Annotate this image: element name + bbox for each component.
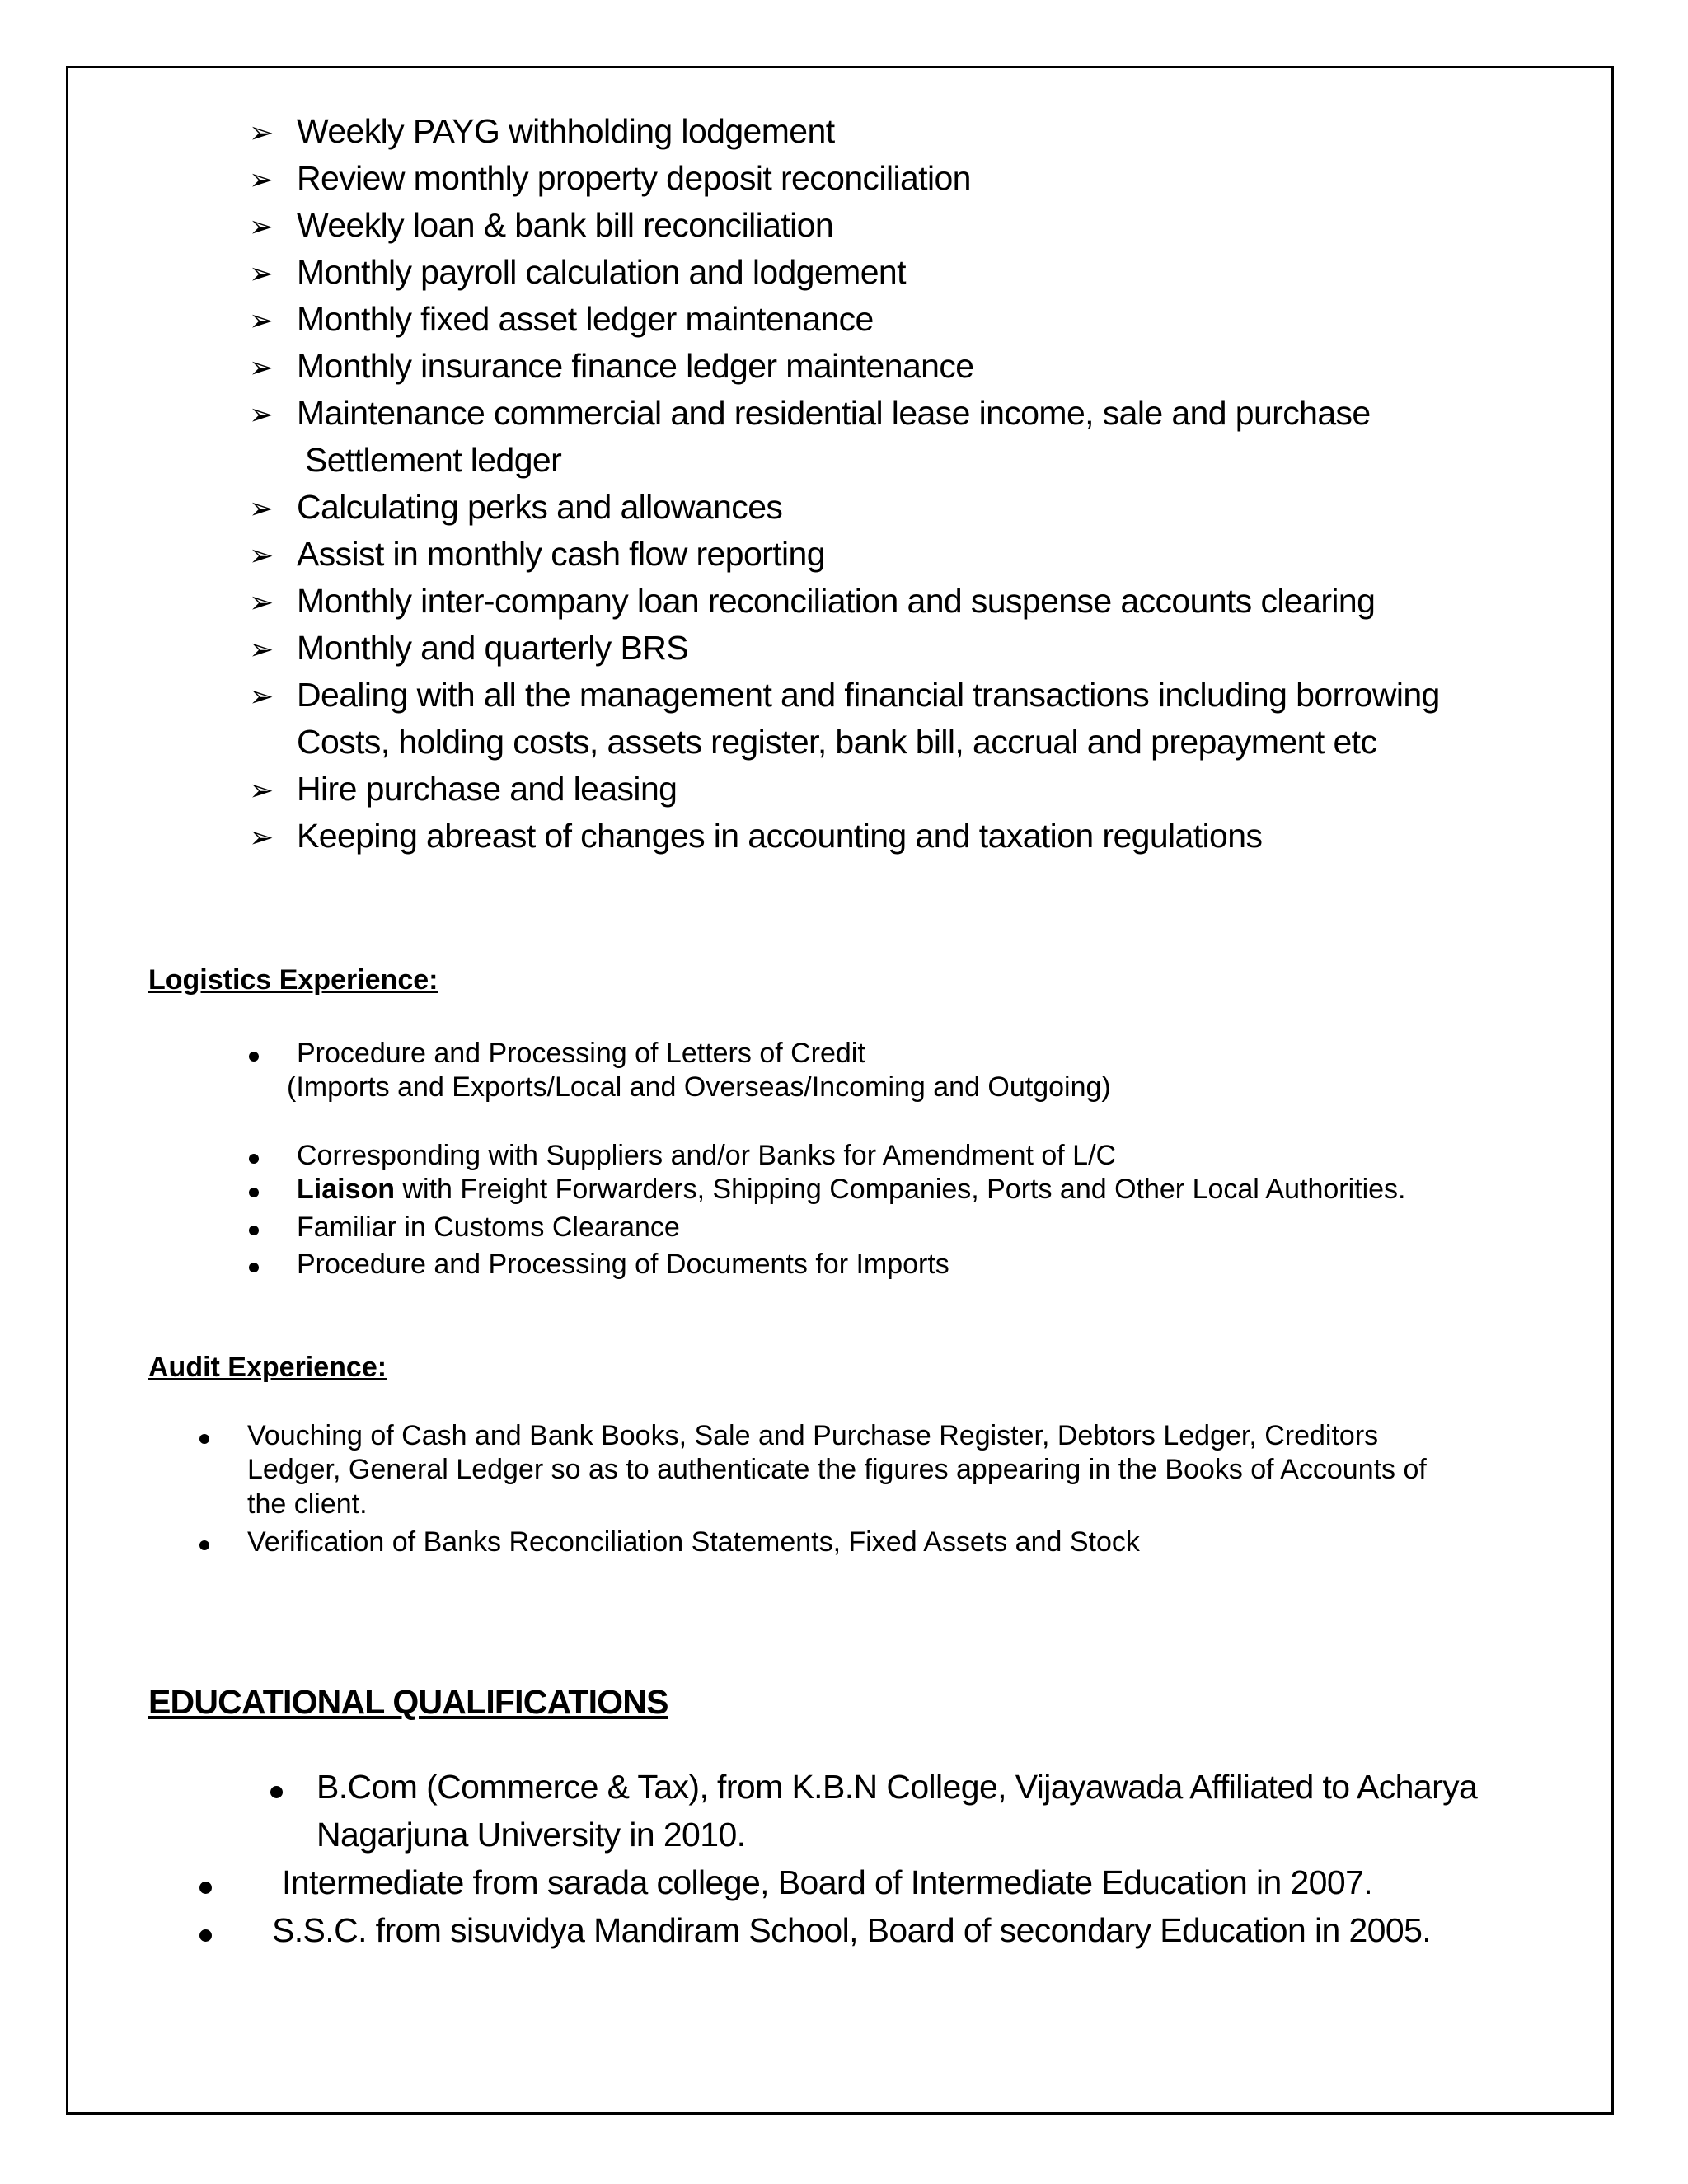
education-item-continuation: Nagarjuna University in 2010. [316, 1816, 746, 1854]
duty-item: Monthly and quarterly BRS [297, 629, 688, 667]
bullet-dot-icon [249, 1188, 259, 1197]
audit-heading: Audit Experience: [148, 1352, 387, 1383]
bullet-dot-icon [199, 1929, 212, 1942]
arrow-bullet-icon: ➢ [249, 210, 274, 244]
education-item: B.Com (Commerce & Tax), from K.B.N College, Vijayawada Affiliated to Acharya [316, 1768, 1478, 1806]
duty-item: Review monthly property deposit reconciliation [297, 159, 971, 197]
bullet-dot-icon [249, 1226, 259, 1235]
audit-item: Vouching of Cash and Bank Books, Sale and Purchase Register, Debtors Ledger, Creditors [247, 1420, 1379, 1451]
logistics-item [297, 1174, 1406, 1206]
duty-item: Monthly inter-company loan reconciliation and suspense accounts clearing [297, 582, 1376, 620]
duty-item-continuation: Settlement ledger [305, 441, 562, 479]
bullet-dot-icon [249, 1154, 259, 1164]
arrow-bullet-icon: ➢ [249, 257, 274, 291]
arrow-bullet-icon: ➢ [249, 351, 274, 385]
logistics-item: Familiar in Customs Clearance [297, 1212, 680, 1243]
arrow-bullet-icon: ➢ [249, 680, 274, 714]
education-item: S.S.C. from sisuvidya Mandiram School, Board of secondary Education in 2005. [272, 1911, 1432, 1949]
arrow-bullet-icon: ➢ [249, 163, 274, 197]
logistics-item: Procedure and Processing of Letters of Credit [297, 1038, 865, 1069]
arrow-bullet-icon: ➢ [249, 821, 274, 855]
arrow-bullet-icon: ➢ [249, 398, 274, 432]
duty-item: Monthly fixed asset ledger maintenance [297, 300, 874, 338]
duty-item: Hire purchase and leasing [297, 770, 678, 808]
duty-item: Monthly insurance finance ledger maintenance [297, 347, 974, 385]
duty-item: Weekly loan & bank bill reconciliation [297, 206, 834, 244]
duty-item-continuation: Costs, holding costs, assets register, bank bill, accrual and prepayment etc [297, 723, 1377, 761]
arrow-bullet-icon: ➢ [249, 539, 274, 573]
duty-item: Monthly payroll calculation and lodgement [297, 253, 906, 291]
bullet-dot-icon [199, 1540, 209, 1550]
duty-item: Assist in monthly cash flow reporting [297, 535, 825, 573]
bullet-dot-icon [270, 1786, 283, 1798]
duty-item: Keeping abreast of changes in accounting and taxation regulations [297, 817, 1263, 855]
education-heading: EDUCATIONAL QUALIFICATIONS [148, 1683, 668, 1721]
audit-item-continuation: Ledger, General Ledger so as to authenticate the figures appearing in the Books of Accounts of [247, 1454, 1427, 1485]
education-item: Intermediate from sarada college, Board of Intermediate Education in 2007. [282, 1863, 1373, 1901]
duty-item: Weekly PAYG withholding lodgement [297, 112, 835, 150]
arrow-bullet-icon: ➢ [249, 586, 274, 620]
bullet-dot-icon [249, 1052, 259, 1062]
logistics-item: Procedure and Processing of Documents for Imports [297, 1249, 950, 1280]
logistics-item-continuation: (Imports and Exports/Local and Overseas/Incoming and Outgoing) [287, 1071, 1111, 1103]
audit-item: Verification of Banks Reconciliation Statements, Fixed Assets and Stock [247, 1526, 1140, 1558]
arrow-bullet-icon: ➢ [249, 116, 274, 150]
liaison-rest: with Freight Forwarders, Shipping Companies, Ports and Other Local Authorities. [395, 1174, 1406, 1205]
bullet-dot-icon [199, 1882, 212, 1894]
liaison-bold: Liaison [297, 1174, 396, 1205]
logistics-heading: Logistics Experience: [148, 964, 438, 996]
logistics-item: Corresponding with Suppliers and/or Banks for Amendment of L/C [297, 1140, 1117, 1171]
duty-item: Calculating perks and allowances [297, 488, 783, 526]
bullet-dot-icon [249, 1263, 259, 1272]
arrow-bullet-icon: ➢ [249, 492, 274, 526]
arrow-bullet-icon: ➢ [249, 774, 274, 808]
arrow-bullet-icon: ➢ [249, 304, 274, 338]
audit-item-continuation: the client. [247, 1488, 368, 1520]
duty-item: Dealing with all the management and financial transactions including borrowing [297, 676, 1440, 714]
duty-item: Maintenance commercial and residential lease income, sale and purchase [297, 394, 1371, 432]
bullet-dot-icon [199, 1434, 209, 1444]
arrow-bullet-icon: ➢ [249, 633, 274, 667]
